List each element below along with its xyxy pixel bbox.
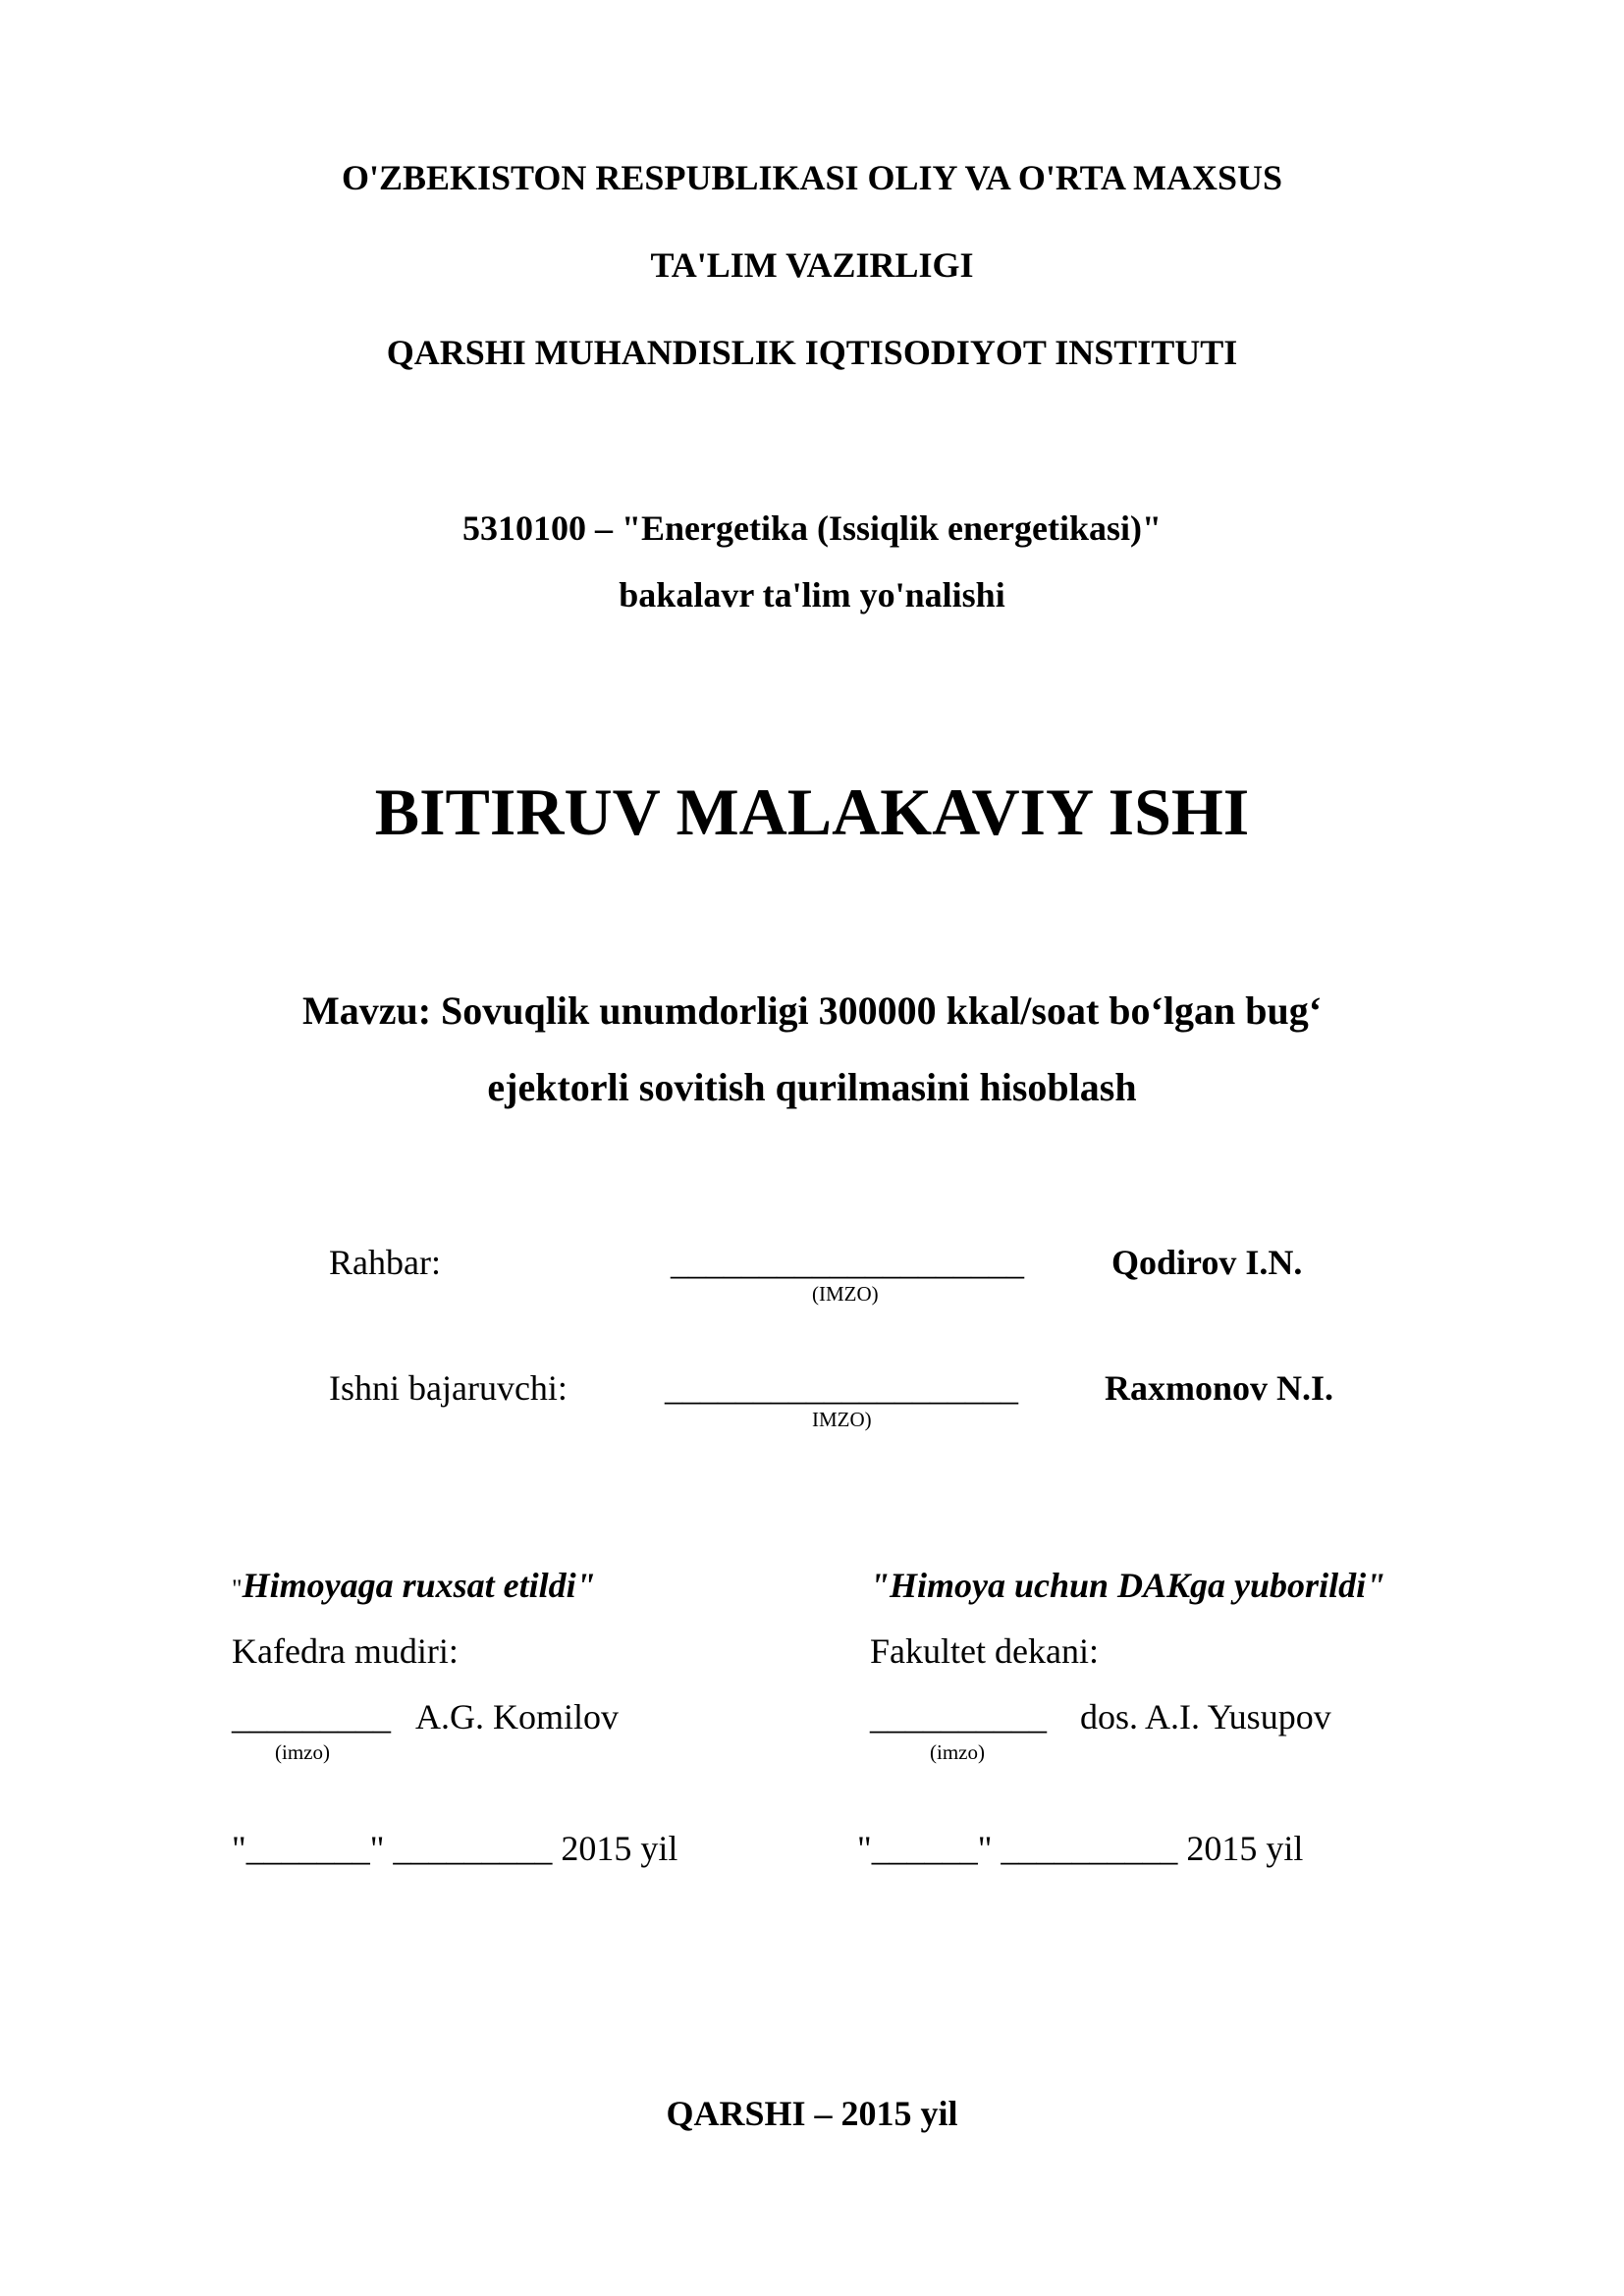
left-approval-heading [232, 1568, 596, 1603]
right-approval-date: "______" __________ 2015 yil [857, 1829, 1304, 1868]
left-approval-name: A.G. Komilov [415, 1697, 619, 1736]
right-approval-name: dos. A.I. Yusupov [1080, 1697, 1331, 1736]
right-approval-signature-line: __________ [870, 1697, 1047, 1736]
author-signature-caption: IMZO) [812, 1408, 872, 1431]
supervisor-label: Rahbar: [329, 1243, 441, 1282]
supervisor-signature-caption: (IMZO) [812, 1282, 879, 1306]
author-signature-line: ____________________ [665, 1368, 1018, 1408]
supervisor-signature-line: ____________________ [671, 1243, 1024, 1282]
supervisor-name: Qodirov I.N. [1111, 1243, 1303, 1282]
ministry-line-1: O'ZBEKISTON RESPUBLIKASI OLIY VA O'RTA MAXSUS [341, 158, 1283, 197]
document-title: BITIRUV MALAKAVIY ISHI [374, 774, 1250, 849]
right-approval-heading: "Himoya uchun DAKga yuborildi" [870, 1566, 1386, 1605]
left-approval-signature-line: _________ [232, 1697, 391, 1736]
topic-line-2: ejektorli sovitish qurilmasini hisoblash [487, 1065, 1137, 1109]
topic-line-1: Mavzu: Sovuqlik unumdorligi 300000 kkal/soat bo‘lgan bug‘ [301, 988, 1323, 1033]
institute-name: QARSHI MUHANDISLIK IQTISODIYOT INSTITUTI [386, 333, 1238, 372]
right-approval-role: Fakultet dekani: [870, 1631, 1099, 1671]
program-degree-line: bakalavr ta'lim yo'nalishi [619, 575, 1005, 614]
left-approval-signature-caption: (imzo) [275, 1740, 330, 1764]
left-approval-heading-text: Himoyaga ruxsat etildi" [242, 1566, 596, 1605]
right-approval-signature-caption: (imzo) [930, 1740, 985, 1764]
left-approval-date: "_______" _________ 2015 yil [232, 1829, 678, 1868]
left-approval-quote: " [232, 1575, 243, 1603]
program-code-line: 5310100 – "Energetika (Issiqlik energetikasi)" [462, 508, 1162, 548]
author-name: Raxmonov N.I. [1105, 1368, 1334, 1408]
footer-city-year: QARSHI – 2015 yil [666, 2094, 958, 2133]
author-label: Ishni bajaruvchi: [329, 1368, 568, 1408]
left-approval-role: Kafedra mudiri: [232, 1631, 459, 1671]
ministry-line-2: TA'LIM VAZIRLIGI [650, 245, 974, 285]
